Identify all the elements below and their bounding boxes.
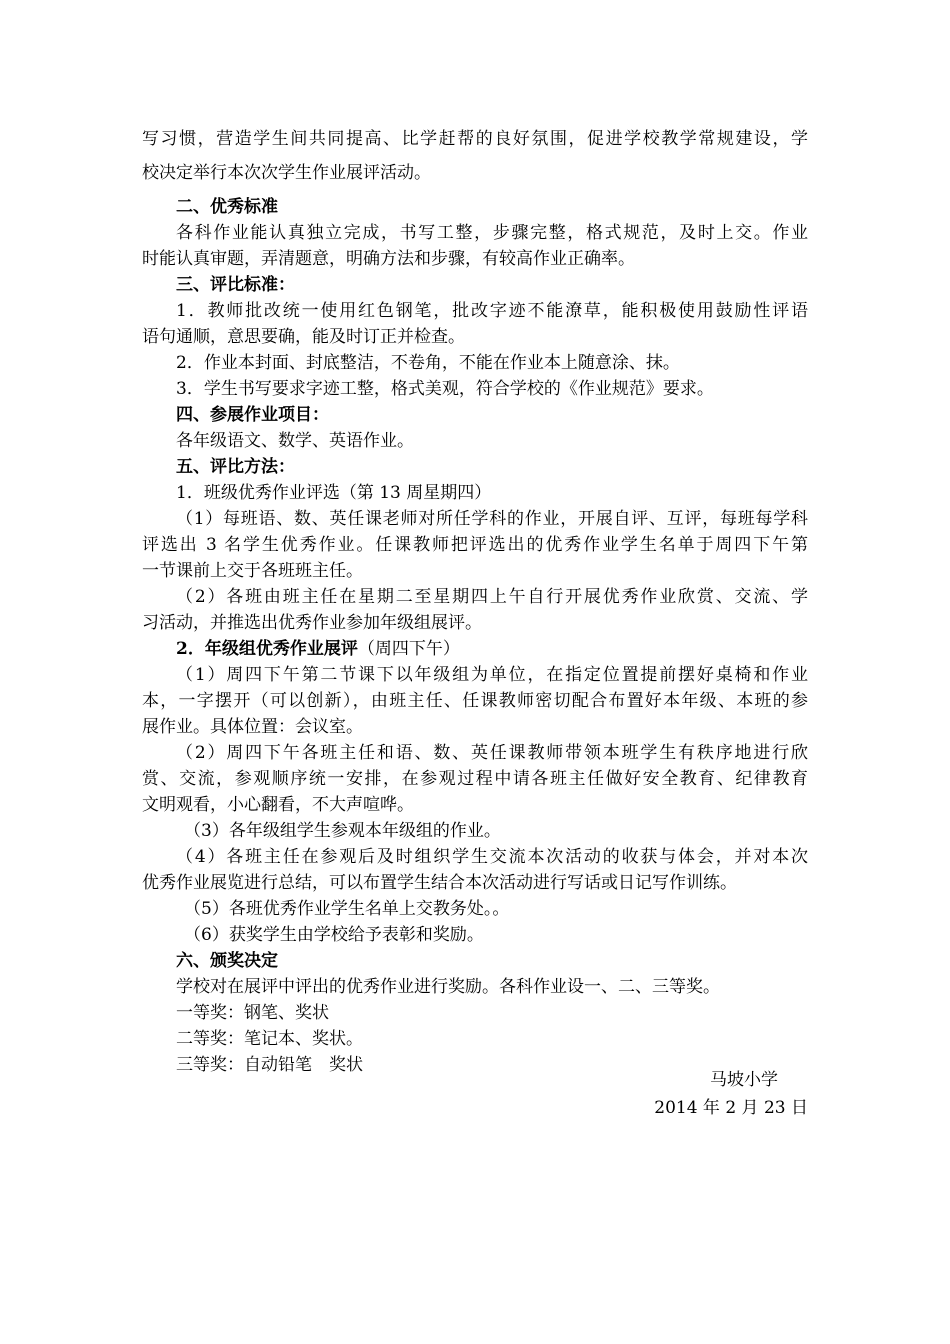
section-5-sub-1-p1-line-2: 评选出 3 名学生优秀作业。任课教师把评选出的优秀作业学生名单于周四下午第 <box>142 535 808 555</box>
section-5-sub-2-p4-line-2: 优秀作业展览进行总结，可以布置学生结合本次活动进行写话或日记写作训练。 <box>142 873 737 893</box>
section-6-heading: 六、颁奖决定 <box>176 951 278 971</box>
section-2-heading: 二、优秀标准 <box>176 197 278 217</box>
section-5-sub-1-p1-line-3: 一节课前上交于各班班主任。 <box>142 561 363 581</box>
section-5-sub-2-p2-line-1: （2）周四下午各班主任和语、数、英任课教师带领本班学生有秩序地进行欣 <box>176 743 808 763</box>
section-5-sub-2-p4-line-1: （4）各班主任在参观后及时组织学生交流本次活动的收获与体会，并对本次 <box>176 847 808 867</box>
signature-block <box>654 1066 808 1122</box>
prize-first: 一等奖：钢笔、奖状 <box>176 1003 329 1023</box>
section-2-line-2: 时能认真审题，弄清题意，明确方法和步骤，有较高作业正确率。 <box>142 249 635 269</box>
section-5-sub-2-p1-line-1: （1）周四下午第二节课下以年级组为单位，在指定位置提前摆好桌椅和作业 <box>176 665 808 685</box>
section-5-sub-2 <box>142 636 808 662</box>
prize-third: 三等奖：自动铅笔 奖状 <box>176 1055 363 1075</box>
section-5-heading: 五、评比方法： <box>176 457 295 477</box>
section-3-item-1-line-2: 语句通顺，意思要确，能及时订正并检查。 <box>142 327 465 347</box>
section-4-heading: 四、参展作业项目： <box>176 405 329 425</box>
section-5-sub-2-time: （周四下午） <box>357 639 460 659</box>
section-5-sub-2-p1-line-2: 本，一字摆开（可以创新），由班主任、任课教师密切配合布置好本年级、本班的参 <box>142 691 808 711</box>
section-5-sub-2-p2-line-2: 赏、交流，参观顺序统一安排，在参观过程中请各班主任做好安全教育、纪律教育 <box>142 769 808 789</box>
section-5-sub-1-p2-line-1: （2）各班由班主任在星期二至星期四上午自行开展优秀作业欣赏、交流、学 <box>176 587 808 607</box>
signature-date: 2014 年 2 月 23 日 <box>654 1098 808 1118</box>
section-3-item-2: 2．作业本封面、封底整洁，不卷角，不能在作业本上随意涂、抹。 <box>176 353 680 373</box>
section-5-sub-2-p3: （3）各年级组学生参观本年级组的作业。 <box>184 821 501 841</box>
prize-second: 二等奖：笔记本、奖状。 <box>176 1029 363 1049</box>
intro-line-2: 校决定举行本次次学生作业展评活动。 <box>142 163 431 183</box>
section-3-item-1-line-1: 1．教师批改统一使用红色钢笔，批改字迹不能潦草，能积极使用鼓励性评语 <box>176 301 808 321</box>
section-4-line: 各年级语文、数学、英语作业。 <box>176 431 414 451</box>
section-5-sub-2-p6: （6）获奖学生由学校给予表彰和奖励。 <box>184 925 484 945</box>
section-6-line: 学校对在展评中评出的优秀作业进行奖励。各科作业设一、二、三等奖。 <box>176 977 720 997</box>
section-5-sub-2-p2-line-3: 文明观看，小心翻看，不大声喧哗。 <box>142 795 414 815</box>
document-body <box>142 120 808 1078</box>
section-3-item-3: 3．学生书写要求字迹工整，格式美观，符合学校的《作业规范》要求。 <box>176 379 714 399</box>
signature-org: 马坡小学 <box>710 1070 778 1090</box>
section-5-sub-2-p1-line-3: 展作业。具体位置：会议室。 <box>142 717 363 737</box>
section-5-sub-1-p2-line-2: 习活动，并推选出优秀作业参加年级组展评。 <box>142 613 482 633</box>
section-3-heading: 三、评比标准： <box>176 275 295 295</box>
section-5-sub-1-p1-line-1: （1）每班语、数、英任课老师对所任学科的作业，开展自评、互评，每班每学科 <box>176 509 808 529</box>
section-5-sub-2-p5: （5）各班优秀作业学生名单上交教务处。。 <box>184 899 510 919</box>
intro-line-1: 写习惯，营造学生间共同提高、比学赶帮的良好氛围，促进学校教学常规建设，学 <box>142 129 808 149</box>
section-5-sub-1: 1．班级优秀作业评选（第 13 周星期四） <box>176 483 492 503</box>
section-5-sub-2-title: 2．年级组优秀作业展评 <box>176 639 358 659</box>
section-2-line-1: 各科作业能认真独立完成，书写工整，步骤完整，格式规范，及时上交。作业 <box>176 223 808 243</box>
